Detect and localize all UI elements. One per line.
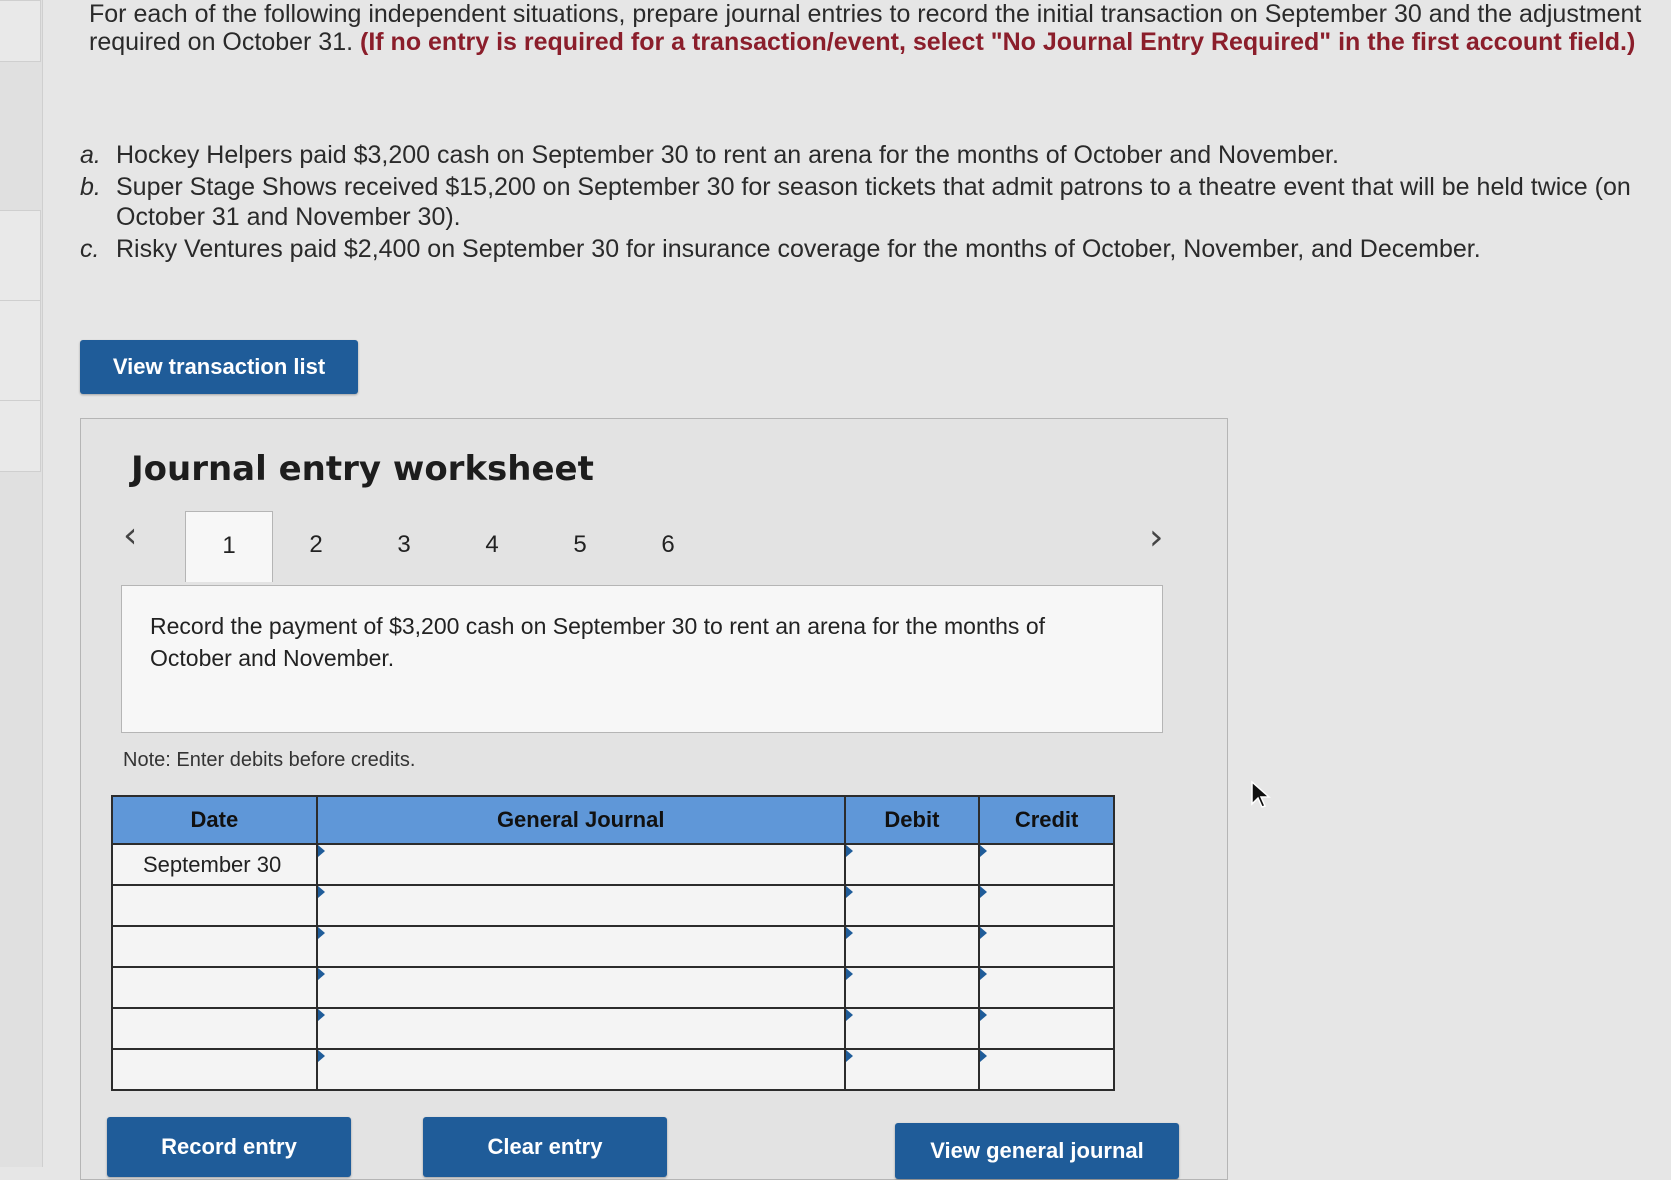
credit-cell[interactable] xyxy=(979,844,1114,885)
account-input[interactable] xyxy=(318,888,844,924)
debit-input[interactable] xyxy=(846,847,979,883)
credit-cell[interactable] xyxy=(979,926,1114,967)
tab-2[interactable]: 2 xyxy=(309,531,323,558)
credit-input[interactable] xyxy=(980,888,1113,924)
prompt-box xyxy=(121,585,1163,733)
account-cell[interactable] xyxy=(317,926,845,967)
debit-cell[interactable] xyxy=(845,926,980,967)
debit-cell[interactable] xyxy=(845,1008,980,1049)
tab-4[interactable]: 4 xyxy=(485,531,499,558)
debit-cell[interactable] xyxy=(845,885,980,926)
debit-cell[interactable] xyxy=(845,844,980,885)
table-row xyxy=(112,1049,1114,1090)
chevron-left-icon[interactable]: ‹ xyxy=(123,515,138,556)
account-input[interactable] xyxy=(318,1052,844,1088)
chevron-right-icon[interactable]: › xyxy=(1149,517,1164,558)
situation-item xyxy=(80,234,1660,264)
date-cell: September 30 xyxy=(112,844,317,885)
account-input[interactable] xyxy=(318,1011,844,1047)
date-cell xyxy=(112,926,317,967)
instructions-text xyxy=(89,0,1659,56)
table-row xyxy=(112,844,1114,885)
table-row xyxy=(112,1008,1114,1049)
credit-input[interactable] xyxy=(980,929,1113,965)
column-header-general-journal: General Journal xyxy=(317,796,845,844)
tab-5[interactable]: 5 xyxy=(573,531,587,558)
situation-marker: a. xyxy=(80,141,101,169)
worksheet-title: Journal entry worksheet xyxy=(131,449,594,489)
credit-input[interactable] xyxy=(980,1052,1113,1088)
account-cell[interactable] xyxy=(317,1008,845,1049)
journal-table xyxy=(111,795,1115,1091)
mouse-pointer-icon xyxy=(1250,780,1272,815)
credit-cell[interactable] xyxy=(979,967,1114,1008)
clear-entry-button[interactable]: Clear entry xyxy=(423,1117,667,1177)
credit-cell[interactable] xyxy=(979,885,1114,926)
situation-text: Risky Ventures paid $2,400 on September 30 for insurance coverage for the months of October, November, and December. xyxy=(116,235,1481,263)
column-header-credit: Credit xyxy=(979,796,1114,844)
account-cell[interactable] xyxy=(317,844,845,885)
debit-input[interactable] xyxy=(846,888,979,924)
account-cell[interactable] xyxy=(317,967,845,1008)
debit-cell[interactable] xyxy=(845,967,980,1008)
debit-input[interactable] xyxy=(846,970,979,1006)
credit-cell[interactable] xyxy=(979,1049,1114,1090)
record-entry-button[interactable]: Record entry xyxy=(107,1117,351,1177)
situation-text: Super Stage Shows received $15,200 on September 30 for season tickets that admit patrons to a theatre event that will be held twice (on October 31 and November 30). xyxy=(116,173,1631,231)
journal-entry-worksheet xyxy=(80,418,1228,1180)
tab-1[interactable]: 1 xyxy=(185,511,273,582)
left-sidebar-strip xyxy=(0,0,43,1167)
table-row xyxy=(112,967,1114,1008)
credit-input[interactable] xyxy=(980,970,1113,1006)
account-input[interactable] xyxy=(318,970,844,1006)
account-input[interactable] xyxy=(318,929,844,965)
credit-input[interactable] xyxy=(980,1011,1113,1047)
situations-list xyxy=(80,140,1660,266)
tab-6[interactable]: 6 xyxy=(661,531,675,558)
account-input[interactable] xyxy=(318,847,844,883)
tab-3[interactable]: 3 xyxy=(397,531,411,558)
prompt-text: Record the payment of $3,200 cash on September 30 to rent an arena for the months of October and November. xyxy=(150,613,1046,671)
situation-marker: b. xyxy=(80,173,101,201)
sidebar-tab[interactable] xyxy=(0,300,41,402)
debit-input[interactable] xyxy=(846,929,979,965)
sidebar-tab[interactable] xyxy=(0,210,41,302)
entry-note: Note: Enter debits before credits. xyxy=(123,749,416,771)
debit-cell[interactable] xyxy=(845,1049,980,1090)
sidebar-tab[interactable] xyxy=(0,0,41,62)
account-cell[interactable] xyxy=(317,1049,845,1090)
table-row xyxy=(112,926,1114,967)
column-header-debit: Debit xyxy=(845,796,980,844)
date-cell xyxy=(112,967,317,1008)
table-row xyxy=(112,885,1114,926)
view-transaction-list-button[interactable]: View transaction list xyxy=(80,340,358,394)
debit-input[interactable] xyxy=(846,1011,979,1047)
sidebar-tab[interactable] xyxy=(0,400,41,472)
situation-text: Hockey Helpers paid $3,200 cash on September 30 to rent an arena for the months of October and November. xyxy=(116,141,1339,169)
date-cell xyxy=(112,1008,317,1049)
credit-input[interactable] xyxy=(980,847,1113,883)
instructions-main: For each of the following independent situations, prepare journal entries to record the initial transaction on September 30 and the adjustment required on October 31. xyxy=(89,0,1642,56)
situation-item xyxy=(80,140,1660,170)
date-cell xyxy=(112,885,317,926)
view-general-journal-button[interactable]: View general journal xyxy=(895,1123,1179,1179)
column-header-date: Date xyxy=(112,796,317,844)
situation-marker: c. xyxy=(80,235,100,263)
date-cell xyxy=(112,1049,317,1090)
account-cell[interactable] xyxy=(317,885,845,926)
credit-cell[interactable] xyxy=(979,1008,1114,1049)
instructions-emphasis: (If no entry is required for a transaction/event, select "No Journal Entry Required" in the first account field.) xyxy=(360,28,1636,56)
debit-input[interactable] xyxy=(846,1052,979,1088)
situation-item xyxy=(80,172,1660,232)
